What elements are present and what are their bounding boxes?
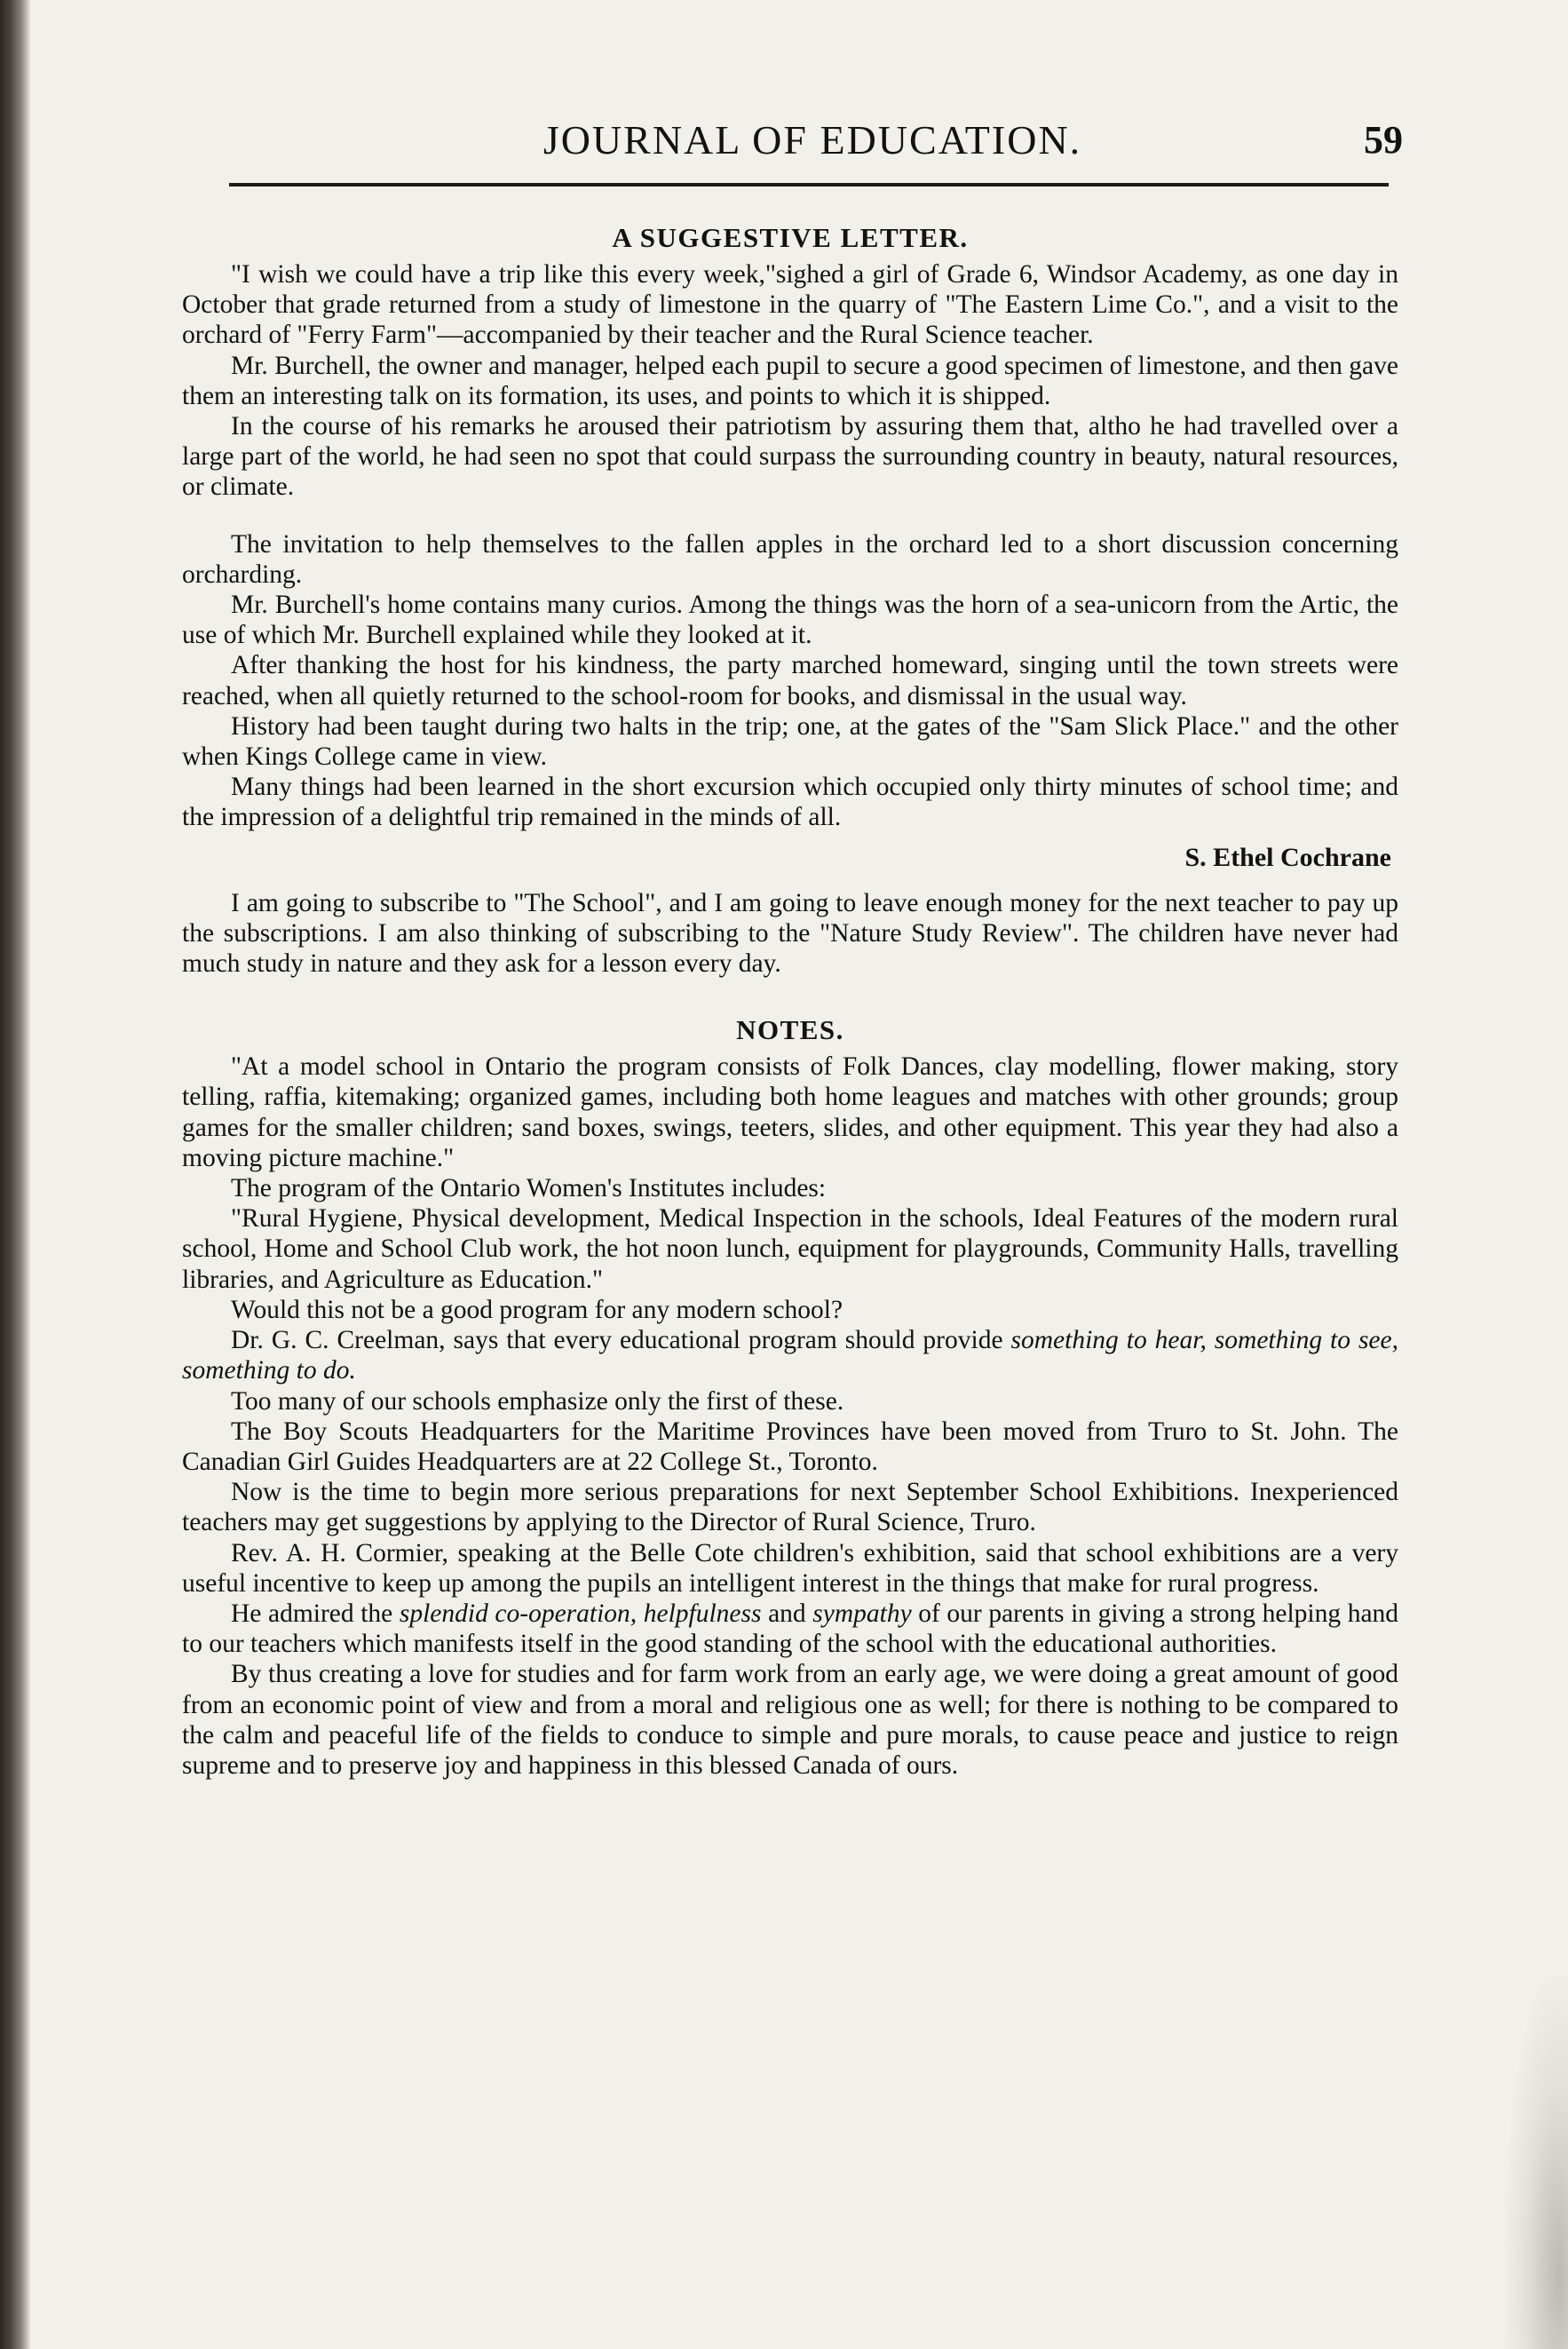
letter-paragraph: In the course of his remarks he aroused their patriotism by assuring them that, altho he had travelled over a large part of the world, he had seen no spot that could surpass the surrounding country in beauty, natural resources, or climate. [182,412,1398,502]
notes-paragraph: Now is the time to begin more serious preparations for next September School Exhibitions. Inexperienced teachers may get suggestions by applying to the Director of Rural Science, Truro. [182,1478,1398,1537]
notes-paragraph: The Boy Scouts Headquarters for the Maritime Provinces have been moved from Truro to St. John. The Canadian Girl Guides Headquarters are at 22 College St., Toronto. [182,1417,1398,1476]
letter-signature: S. Ethel Cochrane [1184,842,1391,872]
notes-paragraph: "Rural Hygiene, Physical development, Medical Inspection in the schools, Ideal Features of the modern rural school, Home and School Club work, the hot noon lunch, equipment for playgrounds, Community Halls, travelling libraries, and Agriculture as Education." [182,1204,1398,1294]
notes-paragraph-admired [182,1599,1398,1659]
admired-text-1: He admired the [231,1599,393,1628]
page-number: 59 [1364,118,1403,162]
running-title: JOURNAL OF EDUCATION. [542,117,1082,163]
notes-title: NOTES. [736,1014,844,1046]
notes-paragraph: Would this not be a good program for any modern school? [231,1295,843,1324]
admired-italic-2: sympathy [812,1599,912,1628]
page-binding-edge [0,0,30,2349]
notes-closing-paragraph: By thus creating a love for studies and for farm work from an early age, we were doing a great amount of good from an economic point of view and from a moral and religious one as well; for there is nothing to be compared to the calm and peaceful life of the fields to conduce to simple and pure morals, to cause peace and justice to reign supreme and to preserve joy and happiness in this blessed Canada of ours. [182,1660,1398,1780]
admired-text-3: of our parents in giving a strong helping hand to our teachers which manifests itself in the good standing of the school with the educational authorities. [182,1599,1399,1659]
page-header [222,114,1403,176]
letter-paragraph: Mr. Burchell's home contains many curios. Among the things was the horn of a sea-unicorn from the Artic, the use of which Mr. Burchell explained while they looked at it. [182,591,1398,650]
letter-paragraph: Many things had been learned in the short excursion which occupied only thirty minutes of school time; and the impression of a delightful trip remained in the minds of all. [182,773,1398,832]
letter-postscript: I am going to subscribe to "The School", and I am going to leave enough money for the next teacher to pay up the subscriptions. I am also thinking of subscribing to the "Nature Study Review". The children have never had much study in nature and they ask for a lesson every day. [182,888,1398,979]
admired-italic-1: splendid co-operation, helpfulness [399,1599,762,1628]
notes-paragraph: The program of the Ontario Women's Institutes includes: [231,1174,827,1203]
letter-title: A SUGGESTIVE LETTER. [612,222,969,253]
letter-paragraph: "I wish we could have a trip like this every week,"sighed a girl of Grade 6, Windsor Academy, as one day in October that grade returned from a study of limestone in the quarry of "The Eastern Lime Co.", and a visit to the orchard of "Ferry Farm"—accompanied by their teacher and the Rural Science teacher. [182,260,1398,350]
creelman-italic: something to hear, something to see, something to do. [182,1326,1398,1385]
admired-text-2: and [768,1599,806,1628]
letter-paragraph: After thanking the host for his kindness, the party marched homeward, singing until the town streets were reached, when all quietly returned to the school-room for books, and dismissal in the usual way. [182,651,1398,710]
header-rule [229,183,1389,186]
notes-paragraph-creelman [182,1325,1398,1385]
article-body [182,220,1398,1781]
page-stain [1506,1976,1568,2349]
letter-paragraph: Mr. Burchell, the owner and manager, helped each pupil to secure a good specimen of limestone, and then gave them an interesting talk on its formation, its uses, and points to which it is shipped. [182,351,1398,410]
notes-paragraph: Too many of our schools emphasize only the first of these. [231,1386,844,1416]
notes-paragraph: "At a model school in Ontario the program consists of Folk Dances, clay modelling, flower making, story telling, raffia, kitemaking; organized games, including both home leagues and matches with other grounds; group games for the smaller children; sand boxes, swings, teeters, slides, and other equipment. This year they had also a moving picture machine." [182,1052,1398,1172]
notes-paragraph: Rev. A. H. Cormier, speaking at the Belle Cote children's exhibition, said that school exhibitions are a very useful incentive to keep up among the pupils an intelligent interest in the things that make for rural progress. [182,1538,1398,1598]
letter-paragraph: History had been taught during two halts in the trip; one, at the gates of the "Sam Slick Place." and the other when Kings College came in view. [182,711,1398,772]
creelman-lead: Dr. G. C. Creelman, says that every educational program should provide [231,1326,1003,1355]
letter-paragraph: The invitation to help themselves to the fallen apples in the orchard led to a short discussion concerning orcharding. [182,529,1398,589]
